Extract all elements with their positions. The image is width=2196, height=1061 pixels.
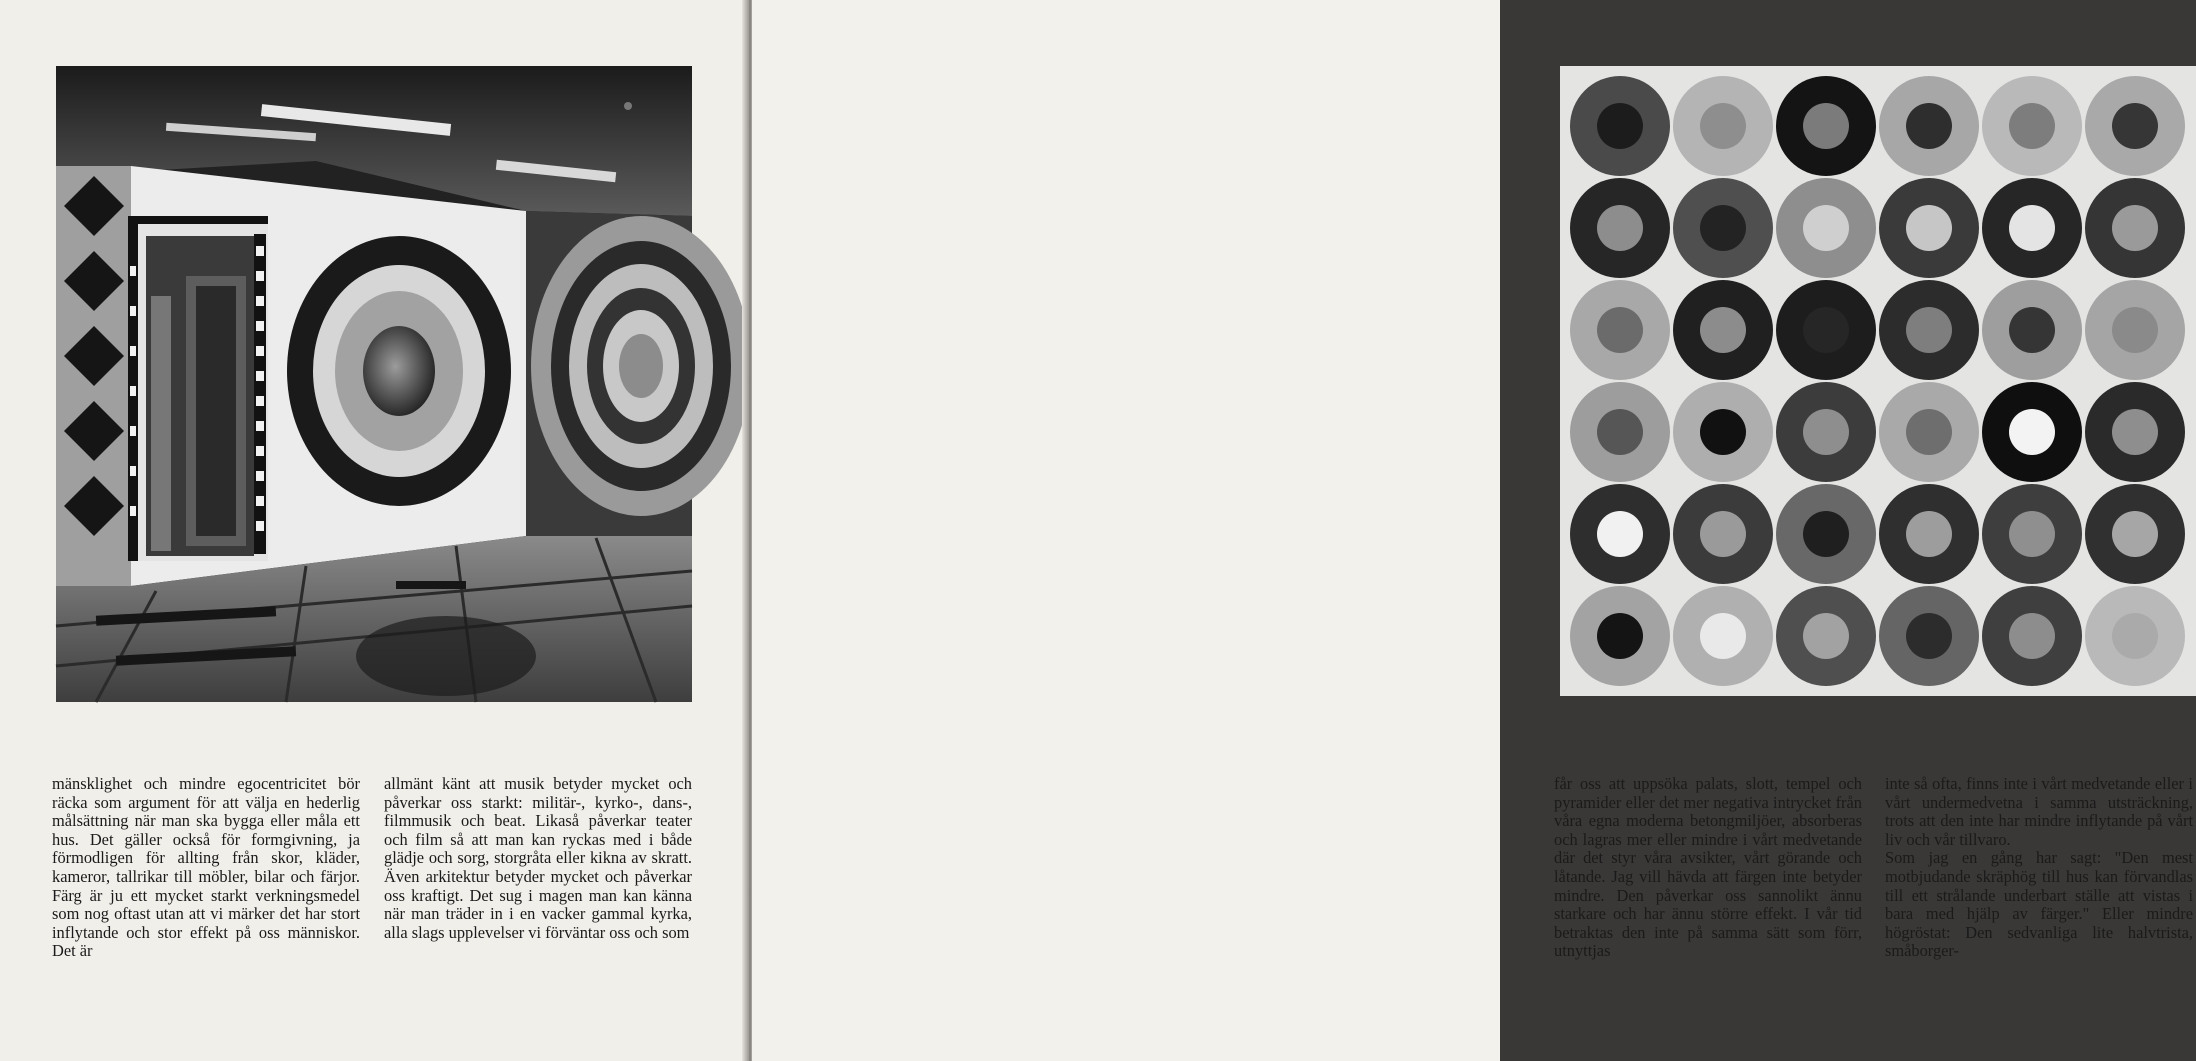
text-column-3 bbox=[1554, 775, 1862, 961]
circle-inner bbox=[1597, 205, 1643, 251]
circle-painting-image bbox=[1560, 66, 2196, 696]
paragraph: mänsklighet och mindre egocentricitet bör räcka som argument för att välja en hederlig målsättning när man ska bygga eller måla ett hus. Det gäller också för formgivning, ja förmodligen för allting från skor, kläder, kameror, tallrikar till möbler, bilar och färjor. Färg är ju ett mycket starkt verkningsmedel som nog oftast utan att vi märker det har stort inflytande och stor effekt på oss människor. Det är bbox=[52, 774, 360, 961]
circle-inner bbox=[1906, 613, 1952, 659]
circle-inner bbox=[2112, 205, 2158, 251]
circle-inner bbox=[1597, 409, 1643, 455]
text-column-4 bbox=[1885, 775, 2193, 961]
circle-inner bbox=[2009, 307, 2055, 353]
circle-inner bbox=[1906, 205, 1952, 251]
circle-inner bbox=[2112, 409, 2158, 455]
circle-inner bbox=[1803, 409, 1849, 455]
circle-inner bbox=[2009, 409, 2055, 455]
circle-inner bbox=[2112, 307, 2158, 353]
circle-inner bbox=[1803, 613, 1849, 659]
circle-inner bbox=[1700, 613, 1746, 659]
paragraph: får oss att uppsöka palats, slott, tempel och pyramider eller det mer negativa intrycket från våra egna moderna betongmiljöer, absorberas och lagras mer eller mindre i vårt medvetande där det styr våra avsikter, vårt görande och låtande. Jag vill hävda att färgen inte betyder mindre. Den påverkar oss sannolikt ännu starkare och har ännu större effekt. I vår tid betraktas den inte på samma sätt som förr, utnyttjas bbox=[1554, 774, 1862, 961]
circle-inner bbox=[1597, 307, 1643, 353]
circle-inner bbox=[1906, 103, 1952, 149]
circle-inner bbox=[1597, 103, 1643, 149]
circle-inner bbox=[1803, 205, 1849, 251]
circle-inner bbox=[2112, 511, 2158, 557]
circle-inner bbox=[1700, 511, 1746, 557]
circle-inner bbox=[1803, 103, 1849, 149]
text-column-1 bbox=[52, 775, 360, 961]
circle-inner bbox=[2112, 613, 2158, 659]
lobby-photo bbox=[56, 66, 692, 702]
text-column-2 bbox=[384, 775, 692, 942]
circle-inner bbox=[1803, 511, 1849, 557]
circle-inner bbox=[1906, 307, 1952, 353]
circle-inner bbox=[2009, 613, 2055, 659]
circle-inner bbox=[1803, 307, 1849, 353]
circle-inner bbox=[1906, 511, 1952, 557]
circle-inner bbox=[2009, 103, 2055, 149]
circle-inner bbox=[1597, 613, 1643, 659]
circle-inner bbox=[2009, 511, 2055, 557]
circle-inner bbox=[1597, 511, 1643, 557]
circle-inner bbox=[1700, 409, 1746, 455]
circle-inner bbox=[2112, 103, 2158, 149]
circle-inner bbox=[1700, 205, 1746, 251]
left-page bbox=[0, 0, 748, 1061]
paragraph: allmänt känt att musik betyder mycket och påverkar oss starkt: militär-, kyrko-, dans-, filmmusik och beat. Likaså påverkar teater och film så att man kan ryckas med i både glädje och sorg, storgråta eller kikna av skratt. Även arkitektur betyder mycket och påverkar oss kraftigt. Det sug i magen man kan känna när man träder in i en vacker gammal kyrka, alla slags upplevelser vi förväntar oss och som bbox=[384, 774, 692, 942]
circle-inner bbox=[1906, 409, 1952, 455]
right-page bbox=[752, 0, 2193, 1061]
circle-inner bbox=[2009, 205, 2055, 251]
lobby-photo-image bbox=[56, 66, 692, 702]
circle-inner bbox=[1700, 103, 1746, 149]
paragraph: inte så ofta, finns inte i vårt medvetande eller i vårt undermedvetna i samma utsträckning, trots att den inte har mindre inflytande på vårt liv och vår tillvaro. bbox=[1885, 774, 2193, 849]
circle-painting bbox=[1560, 66, 2196, 696]
circle-inner bbox=[1700, 307, 1746, 353]
paragraph: Som jag en gång har sagt: "Den mest motbjudande skräphög till hus kan förvandlas till ett strålande underbart ställe att vistas i bara med hjälp av färger." Eller mindre högröstat: Den sedvanliga lite halvtrista, småborger- bbox=[1885, 848, 2193, 961]
